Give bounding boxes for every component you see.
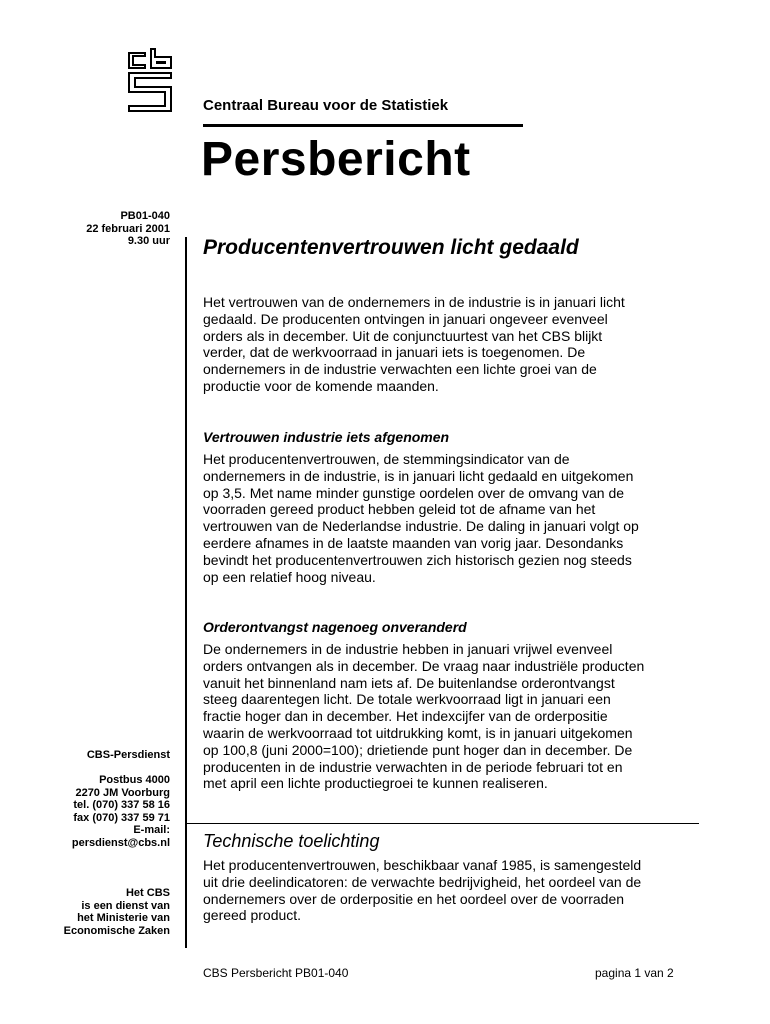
page-number: pagina 1 van 2: [595, 966, 674, 980]
text-line: voorraden gereed product hebben geleid tot de afname van het: [203, 501, 596, 518]
ministry-line: Het CBS: [125, 887, 170, 899]
margin-rule: [185, 237, 187, 948]
email-address: persdienst@cbs.nl: [71, 836, 170, 849]
text-line: gedaald. De producenten ontvingen in januari ongeveer evenveel: [203, 310, 608, 327]
article-headline: Producentenvertrouwen licht gedaald: [203, 236, 579, 259]
organization-name: Centraal Bureau voor de Statistiek: [203, 97, 449, 114]
ministry-line: is een dienst van: [81, 899, 170, 912]
text-line: uit drie deelindicatoren: de verwachte bedrijvigheid, het oordeel van de: [203, 873, 642, 890]
intro-paragraph: [203, 294, 698, 395]
section-heading-technical: Technische toelichting: [203, 831, 380, 851]
ministry-line: het Ministerie van: [77, 912, 170, 924]
header-rule: [203, 124, 523, 127]
release-time: 9.30 uur: [127, 235, 170, 247]
footer-reference: CBS Persbericht PB01-040: [203, 966, 349, 980]
section-heading-confidence: Vertrouwen industrie iets afgenomen: [203, 429, 450, 445]
text-line: orders ontvangen als in december. De vraag naar industriële producten: [203, 657, 645, 674]
release-reference: PB01-040: [120, 210, 170, 222]
address-line: 2270 JM Voorburg: [75, 786, 170, 799]
text-line: gereed product.: [203, 907, 302, 924]
ministry-line: Economische Zaken: [63, 924, 170, 937]
text-line: bevindt het producentenvertrouwen zich historisch gezien nog steeds: [203, 551, 632, 568]
text-line: eerdere afnames in de laatste maanden van vorig jaar. Desondanks: [203, 534, 624, 551]
cbs-logo: [126, 48, 174, 114]
section-rule: [185, 823, 699, 824]
phone-line: tel. (070) 337 58 16: [73, 799, 170, 811]
text-line: Het producentenvertrouwen, de stemmingsindicator van de: [203, 451, 570, 467]
press-title: Persbericht: [201, 133, 471, 186]
section-paragraph-confidence: [203, 451, 698, 585]
text-line: op 100,8 (juni 2000=100); drietiende punt hoger dan in december. De: [203, 741, 633, 758]
text-line: fractie hoger dan in december. Het indexcijfer van de orderpositie: [203, 708, 608, 725]
text-line: op 3,5. Met name minder gunstige oordelen over de omvang van de: [203, 484, 625, 501]
address-line: Postbus 4000: [99, 774, 170, 786]
text-line: productie voor de komende maanden.: [203, 377, 439, 394]
text-line: orders als in december. Uit de conjunctuurtest van het CBS blijkt: [203, 327, 603, 344]
text-line: steeg daarentegen licht. De totale werkvoorraad ligt in januari een: [203, 691, 611, 708]
fax-line: fax (070) 337 59 71: [73, 811, 170, 824]
text-line: ondernemers over de orderpositie en het oordeel over de voorraden: [203, 890, 625, 907]
contact-department: CBS-Persdienst: [86, 749, 170, 761]
text-line: op een relatief hoog niveau.: [203, 568, 376, 585]
text-line: vertrouwen van de Nederlandse industrie. De daling in januari volgt op: [203, 518, 639, 535]
section-paragraph-technical: [203, 857, 698, 924]
section-paragraph-orders: [203, 641, 698, 792]
text-line: De ondernemers in de industrie hebben in januari vrijwel evenveel: [203, 641, 613, 657]
section-heading-orders: Orderontvangst nagenoeg onveranderd: [203, 619, 467, 635]
text-line: met april een lichte productiegroei te kunnen realiseren.: [203, 775, 548, 792]
contact-address: [72, 774, 170, 849]
text-line: ondernemers in de industrie verwachten een lichte groei van de: [203, 361, 597, 378]
text-line: producenten in de industrie verwachten in de periode februari tot en: [203, 758, 623, 775]
text-line: Het vertrouwen van de ondernemers in de industrie is in januari licht: [203, 294, 625, 310]
email-label: E-mail:: [133, 824, 170, 836]
text-line: verder, dat de werkvoorraad in januari iets is toegenomen. De: [203, 344, 586, 361]
text-line: vanuit het binnenland nam iets af. De buitenlandse orderontvangst: [203, 674, 615, 691]
text-line: ondernemers in de industrie, is in januari licht gedaald en uitgekomen: [203, 467, 634, 484]
text-line: Het producentenvertrouwen, beschikbaar vanaf 1985, is samengesteld: [203, 857, 642, 873]
release-meta: [86, 210, 170, 248]
release-date: 22 februari 2001: [86, 222, 170, 235]
text-line: waarin de werkvoorraad tot uitdrukking komt, is in januari uitgekomen: [203, 724, 633, 741]
ministry-note: [64, 887, 170, 937]
